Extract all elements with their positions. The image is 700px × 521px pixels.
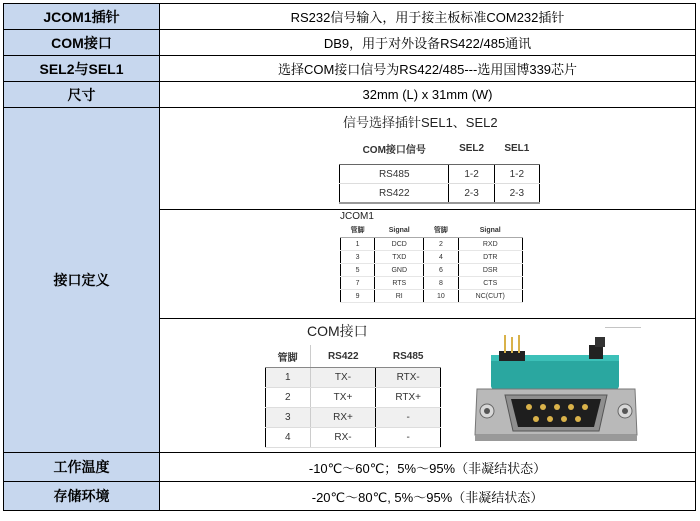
table-cell: 8: [424, 277, 458, 290]
spec-value: -20℃～80℃, 5%～95%（非凝结状态）: [160, 482, 696, 511]
spec-value: DB9，用于对外设备RS422/485通讯: [160, 30, 696, 56]
table-row: [341, 251, 523, 264]
spec-value: 选择COM接口信号为RS422/485---选用国博339芯片: [160, 56, 696, 82]
spec-row-operating-temp: [4, 453, 696, 482]
table-row: [341, 277, 523, 290]
jcom1-section: [160, 209, 695, 318]
table-cell: 1-2: [449, 165, 494, 184]
jcom1-title: JCOM1: [340, 211, 374, 222]
spec-table: [3, 3, 696, 511]
spec-value: RS232信号输入，用于接主板标准COM232插针: [160, 4, 696, 30]
sel-table: [339, 133, 540, 204]
table-header: Signal: [458, 223, 522, 238]
table-header: 管脚: [341, 223, 375, 238]
table-cell: TX+: [310, 388, 376, 408]
spec-label: 接口定义: [4, 108, 160, 453]
spec-label: COM接口: [4, 30, 160, 56]
table-cell: NC(CUT): [458, 290, 522, 303]
table-cell: RXD: [458, 238, 522, 251]
table-row: [340, 184, 540, 204]
table-header: RS422: [310, 345, 376, 368]
interface-cell: [160, 108, 696, 453]
com-table: [265, 345, 441, 448]
table-cell: CTS: [458, 277, 522, 290]
table-cell: 1-2: [494, 165, 539, 184]
table-header: Signal: [375, 223, 424, 238]
table-cell: TXD: [375, 251, 424, 264]
table-row: [341, 238, 523, 251]
table-row: [266, 428, 441, 448]
table-cell: 2: [424, 238, 458, 251]
table-cell: DTR: [458, 251, 522, 264]
table-cell: 7: [341, 277, 375, 290]
table-cell: DSR: [458, 264, 522, 277]
sel-section-title: 信号选择插针SEL1、SEL2: [343, 115, 498, 130]
spec-label: JCOM1插针: [4, 4, 160, 30]
spec-value: 32mm (L) x 31mm (W): [160, 82, 696, 108]
table-cell: 4: [266, 428, 311, 448]
spec-row-com: [4, 30, 696, 56]
table-cell: GND: [375, 264, 424, 277]
table-cell: RTX+: [376, 388, 441, 408]
table-cell: RS485: [340, 165, 449, 184]
db9-connector-image: [471, 327, 641, 445]
table-cell: 2: [266, 388, 311, 408]
table-row: [340, 165, 540, 184]
table-cell: 2-3: [449, 184, 494, 204]
table-row: [266, 388, 441, 408]
table-cell: 2-3: [494, 184, 539, 204]
table-cell: 3: [266, 408, 311, 428]
jcom1-table: [340, 223, 523, 303]
table-header: RS485: [376, 345, 441, 368]
table-row: [266, 368, 441, 388]
table-header: SEL1: [494, 133, 539, 165]
table-cell: RX+: [310, 408, 376, 428]
table-cell: 4: [424, 251, 458, 264]
spec-value: -10℃～60℃；5%～95%（非凝结状态）: [160, 453, 696, 482]
table-cell: RTX-: [376, 368, 441, 388]
spec-label: 尺寸: [4, 82, 160, 108]
table-header: 管脚: [424, 223, 458, 238]
spec-label: 存储环境: [4, 482, 160, 511]
table-header: 管脚: [266, 345, 311, 368]
table-cell: 10: [424, 290, 458, 303]
table-row: [341, 290, 523, 303]
table-cell: 5: [341, 264, 375, 277]
table-cell: -: [376, 428, 441, 448]
table-cell: RTS: [375, 277, 424, 290]
table-cell: RX-: [310, 428, 376, 448]
table-cell: RI: [375, 290, 424, 303]
com-section: [160, 318, 695, 452]
table-cell: DCD: [375, 238, 424, 251]
table-header: COM接口信号: [340, 133, 449, 165]
spec-row-storage: [4, 482, 696, 511]
table-cell: 6: [424, 264, 458, 277]
spec-label: 工作温度: [4, 453, 160, 482]
spec-row-interface: [4, 108, 696, 453]
table-header: SEL2: [449, 133, 494, 165]
table-cell: -: [376, 408, 441, 428]
spec-row-jcom1: [4, 4, 696, 30]
spec-row-sel: [4, 56, 696, 82]
table-row: [341, 264, 523, 277]
table-row: [266, 408, 441, 428]
table-cell: 9: [341, 290, 375, 303]
table-cell: RS422: [340, 184, 449, 204]
table-cell: TX-: [310, 368, 376, 388]
table-cell: 1: [266, 368, 311, 388]
spec-label: SEL2与SEL1: [4, 56, 160, 82]
com-title: COM接口: [307, 323, 368, 339]
table-cell: 3: [341, 251, 375, 264]
table-cell: 1: [341, 238, 375, 251]
spec-row-size: [4, 82, 696, 108]
